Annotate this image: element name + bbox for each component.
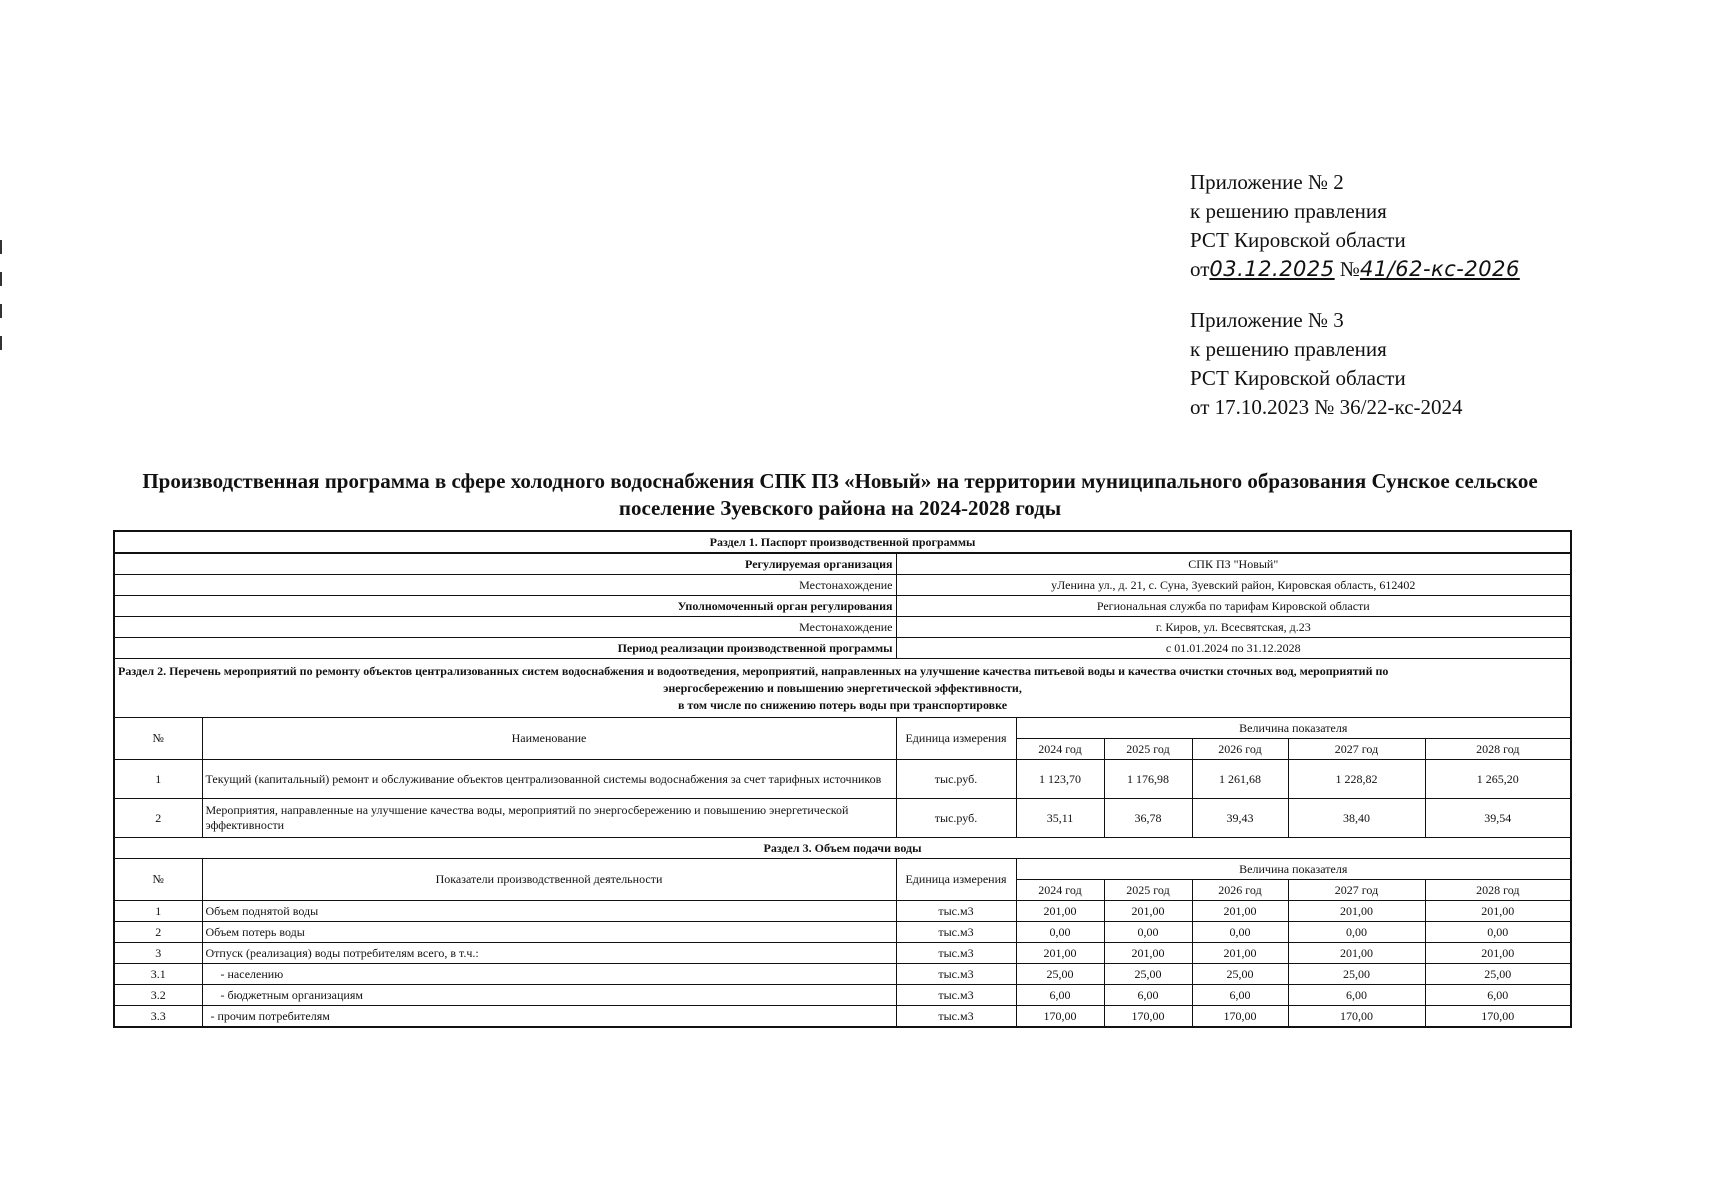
- row-value: 6,00: [1016, 985, 1104, 1006]
- handwritten-number: 41/62-кс-2026: [1359, 257, 1520, 281]
- row-number: 2: [114, 922, 202, 943]
- column-header-name: Наименование: [202, 718, 896, 760]
- passport-row: [114, 553, 1571, 575]
- appendix-2-line1: Приложение № 2: [1190, 170, 1344, 194]
- appendix-block: [1190, 168, 1520, 422]
- row-value: 201,00: [1425, 901, 1571, 922]
- year-header: 2026 год: [1192, 739, 1288, 760]
- row-number: 3.1: [114, 964, 202, 985]
- row-name: Текущий (капитальный) ремонт и обслуживание объектов централизованной системы водоснабжения за счет тарифных источников: [202, 760, 896, 799]
- row-value: 36,78: [1104, 799, 1192, 838]
- row-value: 201,00: [1192, 901, 1288, 922]
- passport-label: Регулируемая организация: [114, 553, 896, 575]
- passport-value: с 01.01.2024 по 31.12.2028: [896, 638, 1571, 659]
- passport-value: Региональная служба по тарифам Кировской области: [896, 596, 1571, 617]
- row-value: 25,00: [1016, 964, 1104, 985]
- section2-heading-line1: Раздел 2. Перечень мероприятий по ремонту объектов централизованных систем водоснабжения и водоотведения, мероприятий, направленных на улучшение качества питьевой воды и качества очистки сточных вод, мероприятий по: [118, 663, 1389, 678]
- volume-row: [114, 901, 1571, 922]
- appendix-3-line2: к решению правления: [1190, 337, 1387, 361]
- volume-row: [114, 1006, 1571, 1028]
- column-header-unit: Единица измерения: [896, 718, 1016, 760]
- appendix-2-line2: к решению правления: [1190, 199, 1387, 223]
- row-value: 201,00: [1288, 943, 1425, 964]
- row-value: 0,00: [1192, 922, 1288, 943]
- year-header: 2025 год: [1104, 739, 1192, 760]
- row-name: - населению: [202, 964, 896, 985]
- passport-row: [114, 638, 1571, 659]
- year-header: 2028 год: [1425, 739, 1571, 760]
- row-value: 201,00: [1288, 901, 1425, 922]
- volume-row: [114, 922, 1571, 943]
- row-value: 170,00: [1288, 1006, 1425, 1028]
- appendix-3-line3: РСТ Кировской области: [1190, 366, 1406, 390]
- row-value: 25,00: [1104, 964, 1192, 985]
- passport-label: Период реализации производственной программы: [114, 638, 896, 659]
- row-value: 201,00: [1104, 943, 1192, 964]
- section2-header-row: [114, 718, 1571, 739]
- row-value: 39,43: [1192, 799, 1288, 838]
- handwritten-date: 03.12.2025: [1209, 257, 1335, 281]
- activity-row: [114, 760, 1571, 799]
- column-header-unit: Единица измерения: [896, 859, 1016, 901]
- section1-heading: Раздел 1. Паспорт производственной программы: [114, 531, 1571, 553]
- passport-label: Местонахождение: [114, 575, 896, 596]
- scan-edge-marks: [0, 240, 3, 390]
- row-number: 3.3: [114, 1006, 202, 1028]
- passport-label: Местонахождение: [114, 617, 896, 638]
- row-unit: тыс.руб.: [896, 760, 1016, 799]
- row-value: 0,00: [1016, 922, 1104, 943]
- passport-row: [114, 575, 1571, 596]
- row-value: 6,00: [1425, 985, 1571, 1006]
- row-value: 25,00: [1288, 964, 1425, 985]
- section1-heading-row: [114, 531, 1571, 553]
- passport-value: СПК ПЗ "Новый": [896, 553, 1571, 575]
- row-unit: тыс.м3: [896, 1006, 1016, 1028]
- row-name: - прочим потребителям: [202, 1006, 896, 1028]
- row-value: 201,00: [1016, 901, 1104, 922]
- row-name: Отпуск (реализация) воды потребителям всего, в т.ч.:: [202, 943, 896, 964]
- column-header-no: №: [114, 718, 202, 760]
- section2-heading: [114, 659, 1571, 718]
- row-value: 6,00: [1104, 985, 1192, 1006]
- passport-label: Уполномоченный орган регулирования: [114, 596, 896, 617]
- row-value: 0,00: [1104, 922, 1192, 943]
- year-header: 2028 год: [1425, 880, 1571, 901]
- column-header-value: Величина показателя: [1016, 859, 1571, 880]
- row-value: 25,00: [1192, 964, 1288, 985]
- row-value: 170,00: [1016, 1006, 1104, 1028]
- row-unit: тыс.м3: [896, 964, 1016, 985]
- row-value: 1 228,82: [1288, 760, 1425, 799]
- section2-heading-line2: энергосбережению и повышению энергетической эффективности,: [663, 680, 1022, 695]
- row-name: - бюджетным организациям: [202, 985, 896, 1006]
- row-value: 0,00: [1425, 922, 1571, 943]
- year-header: 2027 год: [1288, 880, 1425, 901]
- year-header: 2024 год: [1016, 880, 1104, 901]
- row-name: Мероприятия, направленные на улучшение качества воды, мероприятий по энергосбережению и повышению энергетической эффективности: [202, 799, 896, 838]
- row-value: 0,00: [1288, 922, 1425, 943]
- program-table: [113, 530, 1572, 1028]
- row-unit: тыс.м3: [896, 901, 1016, 922]
- row-unit: тыс.руб.: [896, 799, 1016, 838]
- row-value: 170,00: [1192, 1006, 1288, 1028]
- row-value: 6,00: [1288, 985, 1425, 1006]
- row-value: 25,00: [1425, 964, 1571, 985]
- row-value: 170,00: [1104, 1006, 1192, 1028]
- section3-heading-row: [114, 838, 1571, 859]
- section2-heading-line3: в том числе по снижению потерь воды при транспортировке: [677, 697, 1008, 712]
- year-header: 2027 год: [1288, 739, 1425, 760]
- row-unit: тыс.м3: [896, 922, 1016, 943]
- passport-value: уЛенина ул., д. 21, с. Суна, Зуевский район, Кировская область, 612402: [896, 575, 1571, 596]
- document-title: Производственная программа в сфере холодного водоснабжения СПК ПЗ «Новый» на территории муниципального образования Сунское сельское поселение Зуевского района на 2024-2028 годы: [142, 469, 1538, 520]
- row-value: 6,00: [1192, 985, 1288, 1006]
- year-header: 2026 год: [1192, 880, 1288, 901]
- row-number: 1: [114, 760, 202, 799]
- volume-row: [114, 964, 1571, 985]
- year-header: 2024 год: [1016, 739, 1104, 760]
- appendix-2-line3: РСТ Кировской области: [1190, 228, 1406, 252]
- volume-row: [114, 985, 1571, 1006]
- row-value: 201,00: [1192, 943, 1288, 964]
- appendix-3-line1: Приложение № 3: [1190, 308, 1344, 332]
- row-name: Объем потерь воды: [202, 922, 896, 943]
- row-value: 1 261,68: [1192, 760, 1288, 799]
- row-value: 201,00: [1104, 901, 1192, 922]
- row-value: 170,00: [1425, 1006, 1571, 1028]
- section3-header-row: [114, 859, 1571, 880]
- column-header-no: №: [114, 859, 202, 901]
- row-unit: тыс.м3: [896, 985, 1016, 1006]
- row-number: 2: [114, 799, 202, 838]
- section2-heading-row: [114, 659, 1571, 718]
- row-number: 1: [114, 901, 202, 922]
- row-number: 3: [114, 943, 202, 964]
- row-name: Объем поднятой воды: [202, 901, 896, 922]
- row-number: 3.2: [114, 985, 202, 1006]
- section3-heading: Раздел 3. Объем подачи воды: [114, 838, 1571, 859]
- from-prefix: от: [1190, 257, 1210, 281]
- passport-row: [114, 617, 1571, 638]
- column-header-value: Величина показателя: [1016, 718, 1571, 739]
- activity-row: [114, 799, 1571, 838]
- row-value: 201,00: [1016, 943, 1104, 964]
- number-sign: №: [1339, 257, 1360, 281]
- row-value: 38,40: [1288, 799, 1425, 838]
- passport-value: г. Киров, ул. Всесвятская, д.23: [896, 617, 1571, 638]
- appendix-2-decision-ref: [1190, 255, 1520, 284]
- volume-row: [114, 943, 1571, 964]
- row-unit: тыс.м3: [896, 943, 1016, 964]
- row-value: 1 123,70: [1016, 760, 1104, 799]
- row-value: 35,11: [1016, 799, 1104, 838]
- appendix-3-line4: от 17.10.2023 № 36/22-кс-2024: [1190, 395, 1463, 419]
- passport-row: [114, 596, 1571, 617]
- column-header-name: Показатели производственной деятельности: [202, 859, 896, 901]
- row-value: 1 176,98: [1104, 760, 1192, 799]
- row-value: 39,54: [1425, 799, 1571, 838]
- year-header: 2025 год: [1104, 880, 1192, 901]
- row-value: 201,00: [1425, 943, 1571, 964]
- row-value: 1 265,20: [1425, 760, 1571, 799]
